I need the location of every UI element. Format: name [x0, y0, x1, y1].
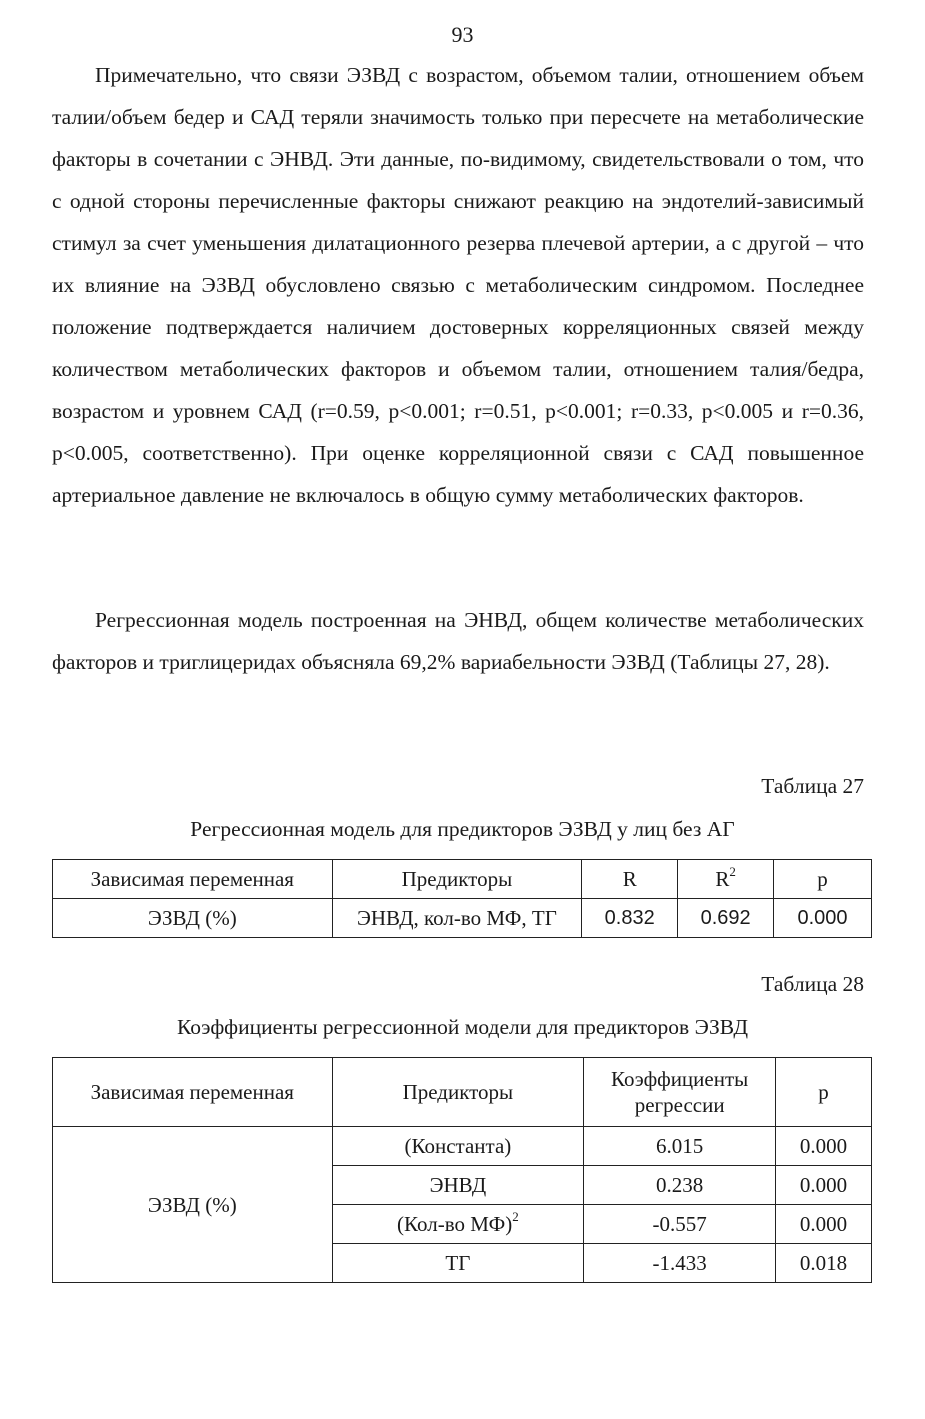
header-coefficients-line-2: регрессии — [634, 1093, 725, 1117]
cell-predictor: ЭНВД — [332, 1166, 584, 1205]
header-predictors: Предикторы — [332, 860, 582, 899]
header-r: R — [582, 860, 678, 899]
regression-coefficients-table — [52, 1057, 872, 1283]
cell-dependent-variable: ЭЗВД (%) — [53, 899, 333, 938]
cell-predictor: (Константа) — [332, 1127, 584, 1166]
table-row — [53, 899, 872, 938]
cell-r: 0.832 — [582, 899, 678, 938]
cell-predictors: ЭНВД, кол-во МФ, ТГ — [332, 899, 582, 938]
cell-predictor: ТГ — [332, 1244, 584, 1283]
header-coefficients-line-1: Коэффициенты — [611, 1067, 749, 1091]
r-squared-exponent: 2 — [729, 864, 736, 879]
table-27-title: Регрессионная модель для предикторов ЭЗВД у лиц без АГ — [190, 817, 735, 841]
r-squared-base: R — [715, 867, 730, 891]
cell-dependent-variable: ЭЗВД (%) — [53, 1127, 333, 1283]
cell-p: 0.000 — [776, 1205, 872, 1244]
cell-coefficient: 0.238 — [584, 1166, 776, 1205]
cell-p: 0.000 — [774, 899, 872, 938]
table-28-title: Коэффициенты регрессионной модели для предикторов ЭЗВД — [176, 1015, 748, 1039]
table-header-row — [53, 860, 872, 899]
table-28-label: Таблица 28 — [761, 972, 864, 996]
header-r-squared — [678, 860, 774, 899]
cell-predictor — [332, 1205, 584, 1244]
header-p: p — [774, 860, 872, 899]
cell-coefficient: -0.557 — [584, 1205, 776, 1244]
header-predictors: Предикторы — [332, 1058, 584, 1127]
cell-p: 0.000 — [776, 1166, 872, 1205]
cell-r-squared: 0.692 — [678, 899, 774, 938]
header-coefficients — [584, 1058, 776, 1127]
page-number: 93 — [451, 22, 474, 47]
header-dependent-variable: Зависимая переменная — [53, 860, 333, 899]
body-paragraph-1: Примечательно, что связи ЭЗВД с возрастом, объемом талии, отношением объем талии/объем бедер и САД теряли значимость только при пересчете на метаболические факторы в сочетании с ЭНВД. Эти данные, по-видимому, свидетельствовали о том, что с одной стороны перечисленные факторы снижают реакцию на эндотелий-зависимый стимул за счет уменьшения дилатационного резерва плечевой артерии, а с другой – что их влияние на ЭЗВД обусловлено связью с метаболическим синдромом. Последнее положение подтверждается наличием достоверных корреляционных связей между количеством метаболических факторов и объемом талии, отношением талия/бедра, возрастом и уровнем САД (r=0.59, p<0.001; r=0.51, p<0.001; r=0.33, p<0.005 и r=0.36, p<0.005, соответственно). При оценке корреляционной связи с САД повышенное артериальное давление не включалось в общую сумму метаболических факторов. — [52, 63, 864, 507]
header-p: p — [776, 1058, 872, 1127]
regression-model-table — [52, 859, 872, 938]
table-27-label: Таблица 27 — [761, 774, 864, 798]
table-header-row — [53, 1058, 872, 1127]
cell-coefficient: 6.015 — [584, 1127, 776, 1166]
header-dependent-variable: Зависимая переменная — [53, 1058, 333, 1127]
cell-p: 0.018 — [776, 1244, 872, 1283]
table-row — [53, 1127, 872, 1166]
predictor-base: (Кол-во МФ) — [397, 1212, 513, 1236]
predictor-exponent: 2 — [512, 1209, 519, 1224]
body-paragraph-2: Регрессионная модель построенная на ЭНВД, общем количестве метаболических факторов и триглицеридах объясняла 69,2% вариабельности ЭЗВД (Таблицы 27, 28). — [52, 608, 864, 674]
cell-p: 0.000 — [776, 1127, 872, 1166]
cell-coefficient: -1.433 — [584, 1244, 776, 1283]
